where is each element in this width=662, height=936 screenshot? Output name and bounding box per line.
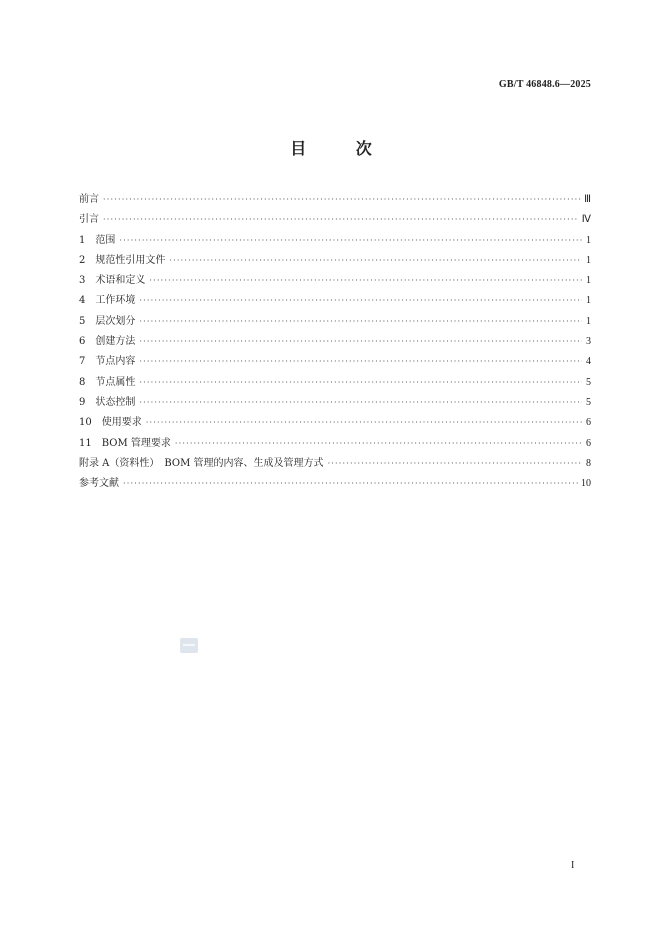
toc-entry-label: 7 节点内容 [79, 356, 136, 368]
toc-entry-label: 9 状态控制 [79, 396, 136, 408]
toc-entry-usage-requirements[interactable] [79, 413, 591, 433]
toc-entry-label: 5 层次划分 [79, 315, 136, 327]
toc-entry-page: 6 [586, 417, 591, 429]
toc-entry-page: 1 [586, 234, 591, 246]
table-of-contents [79, 190, 591, 494]
toc-entry-page: 1 [586, 254, 591, 266]
toc-entry-page: 1 [586, 315, 591, 327]
toc-leader-dots [149, 271, 582, 291]
page-number: I [571, 860, 575, 871]
toc-leader-dots [328, 454, 582, 474]
toc-leader-dots [119, 231, 582, 251]
toc-leader-dots [103, 190, 581, 210]
toc-entry-node-content[interactable] [79, 352, 591, 372]
toc-entry-label: 2 规范性引用文件 [79, 254, 166, 266]
toc-entry-creation-method[interactable] [79, 332, 591, 352]
toc-entry-normative-references[interactable] [79, 251, 591, 271]
toc-leader-dots [139, 312, 582, 332]
toc-leader-dots [139, 373, 582, 393]
toc-entry-state-control[interactable] [79, 393, 591, 413]
toc-entry-bibliography[interactable] [79, 474, 591, 494]
toc-entry-label: 4 工作环境 [79, 295, 136, 307]
toc-entry-label: 引言 [79, 214, 99, 226]
toc-entry-page: Ⅲ [584, 194, 591, 205]
toc-entry-page: 1 [586, 275, 591, 287]
toc-entry-label: 8 节点属性 [79, 376, 136, 388]
toc-entry-label: 1 范围 [79, 234, 116, 246]
toc-entry-page: 3 [586, 336, 591, 348]
toc-leader-dots [146, 413, 582, 433]
standard-code: GB/T 46848.6—2025 [498, 79, 591, 90]
toc-entry-page: 5 [586, 396, 591, 408]
toc-entry-label: 11 BOM 管理要求 [79, 437, 171, 449]
toc-entry-label: 6 创建方法 [79, 336, 136, 348]
toc-entry-page: 6 [586, 437, 591, 449]
toc-leader-dots [139, 352, 582, 372]
toc-entry-scope[interactable] [79, 231, 591, 251]
toc-entry-annex-a[interactable] [79, 454, 591, 474]
toc-leader-dots [123, 474, 578, 494]
toc-entry-page: 4 [586, 356, 591, 368]
toc-entry-level-division[interactable] [79, 312, 591, 332]
toc-entry-page: Ⅳ [581, 214, 591, 226]
toc-entry-introduction[interactable] [79, 210, 591, 230]
toc-entry-label: 3 术语和定义 [79, 275, 146, 287]
toc-entry-page: 8 [586, 457, 591, 469]
toc-entry-bom-management[interactable] [79, 434, 591, 454]
toc-leader-dots [103, 210, 579, 230]
toc-entry-terms-definitions[interactable] [79, 271, 591, 291]
toc-leader-dots [169, 251, 582, 271]
toc-leader-dots [139, 393, 582, 413]
toc-entry-page: 5 [586, 376, 591, 388]
toc-entry-page: 1 [586, 295, 591, 307]
watermark-logo [180, 638, 198, 653]
toc-entry-work-environment[interactable] [79, 291, 591, 311]
toc-entry-label: 10 使用要求 [79, 417, 142, 429]
toc-leader-dots [139, 332, 582, 352]
toc-leader-dots [139, 291, 582, 311]
toc-entry-page: 10 [581, 478, 591, 490]
toc-leader-dots [175, 434, 582, 454]
toc-entry-node-attributes[interactable] [79, 373, 591, 393]
toc-entry-label: 参考文献 [79, 478, 119, 490]
toc-entry-label: 前言 [79, 194, 99, 205]
toc-entry-label: 附录 A（资料性） BOM 管理的内容、生成及管理方式 [79, 457, 324, 469]
toc-title: 目 次 [290, 139, 394, 158]
toc-entry-foreword[interactable] [79, 190, 591, 210]
